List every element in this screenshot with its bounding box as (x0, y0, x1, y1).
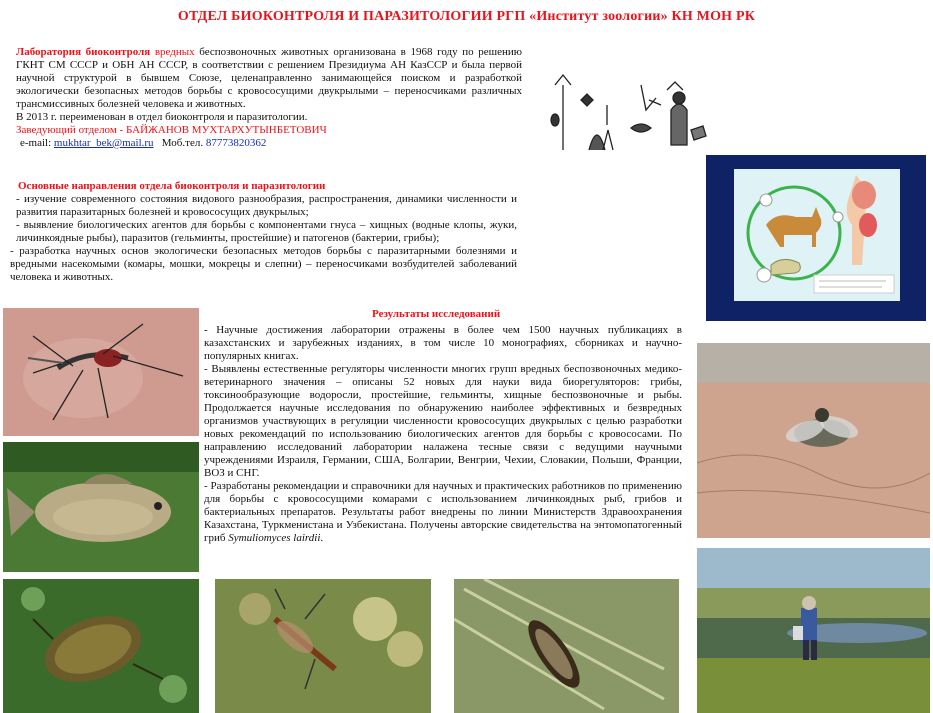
email-link[interactable]: mukhtar_bek@mail.ru (53, 137, 154, 149)
intro-paragraph (16, 46, 522, 111)
beetle-photo (3, 579, 199, 713)
intro-text: беспозвоночных животных организована в 1968 году по решению ГКНТ СМ СССР и ОБН АН СССР, в соответствии с решением Президиума АН КазССР и была первой научной структурой в бывшем Союзе, целенаправленно занимающейся поиском и разработкой экологически безопасных методов борьбы с кровососущими двукрылыми – переносчиками различных трансмиссивных болезней человека и животных. (16, 46, 522, 110)
direction-item: - выявление биологических агентов для борьбы с компонентами гнуса – хищных (водные клопы, жуки, личинкоядные рыбы), паразитов (гельминты, простейшие) и патогенов (бактерии, грибы); (16, 219, 517, 244)
email-label: e-mail: (20, 137, 52, 149)
direction-item: - изучение современного состояния видового разнообразия, распространения, динамики численности и развития паразитарных болезней и кровососущих двукрылых; (16, 193, 517, 218)
page-title: ОТДЕЛ БИОКОНТРОЛЯ И ПАРАЗИТОЛОГИИ РГП «Институт зоологии» КН МОН РК (177, 9, 756, 24)
result-item: - Выявлены естественные регуляторы численности многих групп вредных беспозвоночных медико-ветеринарного значения – описаны 52 новых для науки вида биорегуляторов: грибы, токсинообразующие водоросли, простейшие, гельминты, хищные беспозвоночные и рыбы. Продолжается научные исследования по обнаружению наиболее эффективных и безвредных организмов участвующих в регуляции численности кровососущих двукрылых с целью разработки новых рекомендаций по использованию биологических агентов для борьбы с кровососами. По направлению исследований лаборатории налажена тесные связи с ведущими научными учреждениями Израиля, Германии, США, Болгарии, Венгрии, Чехии, Словакии, Польши, Франции, ВОЗ и СНГ. (204, 363, 682, 479)
direction-item: - разработка научных основ экологически безопасных методов борьбы с паразитарными болезнями и вредными насекомыми (комары, мошки, мокрецы и слепни) – переносчиками возбудителей заболеваний человека и животных. (10, 245, 517, 283)
directions-heading: Основные направления отдела биоконтроля и паразитологии (18, 180, 326, 192)
result-item-text: - Разработаны рекомендации и справочники для научных и практических работников по применению для борьбы с кровососущими комарами с использованием личинкоядных рыб, грибов и бактериальных препаратов. Результаты работ внедрены по линии Министерств Здравоохранения Казахстана, Туркменистана и Узбекистана. Получены авторские свидетельства на энтомопатогенный гриб (204, 480, 682, 544)
result-item (204, 480, 682, 545)
intro-section (16, 46, 522, 150)
fish-photo (3, 442, 199, 572)
result-item-end: . (320, 532, 324, 544)
fungus-name: Symuliomyces lairdii (228, 532, 321, 544)
result-item: - Научные достижения лаборатории отражены в более чем 1500 научных публикациях в казахстанских и зарубежных изданиях, в том числе 10 монографиях, сборниках и научно-популярных книгах. (204, 324, 682, 362)
renamed-note: В 2013 г. переименован в отдел биоконтроля и паразитологии. (16, 111, 308, 123)
sketch-illustration (541, 70, 711, 158)
directions-section (10, 180, 517, 284)
waterbug-photo (454, 579, 679, 713)
robberfly-photo (215, 579, 431, 713)
phone-number: 87773820362 (205, 137, 267, 149)
field-research-photo (697, 548, 930, 713)
harmful-word: вредных (154, 46, 195, 58)
phone-label: Моб.тел. (161, 137, 204, 149)
horsefly-photo (697, 343, 930, 538)
results-section (204, 324, 682, 545)
contact-line (20, 137, 522, 150)
lab-name: Лаборатория биоконтроля (16, 46, 151, 58)
results-heading: Результаты исследований (372, 308, 501, 320)
director-line: Заведующий отделом - БАЙЖАНОВ МУХТАРХУТЫНБЕТОВИЧ (16, 124, 327, 136)
mosquito-photo (3, 308, 199, 436)
life-cycle-diagram (706, 155, 926, 321)
